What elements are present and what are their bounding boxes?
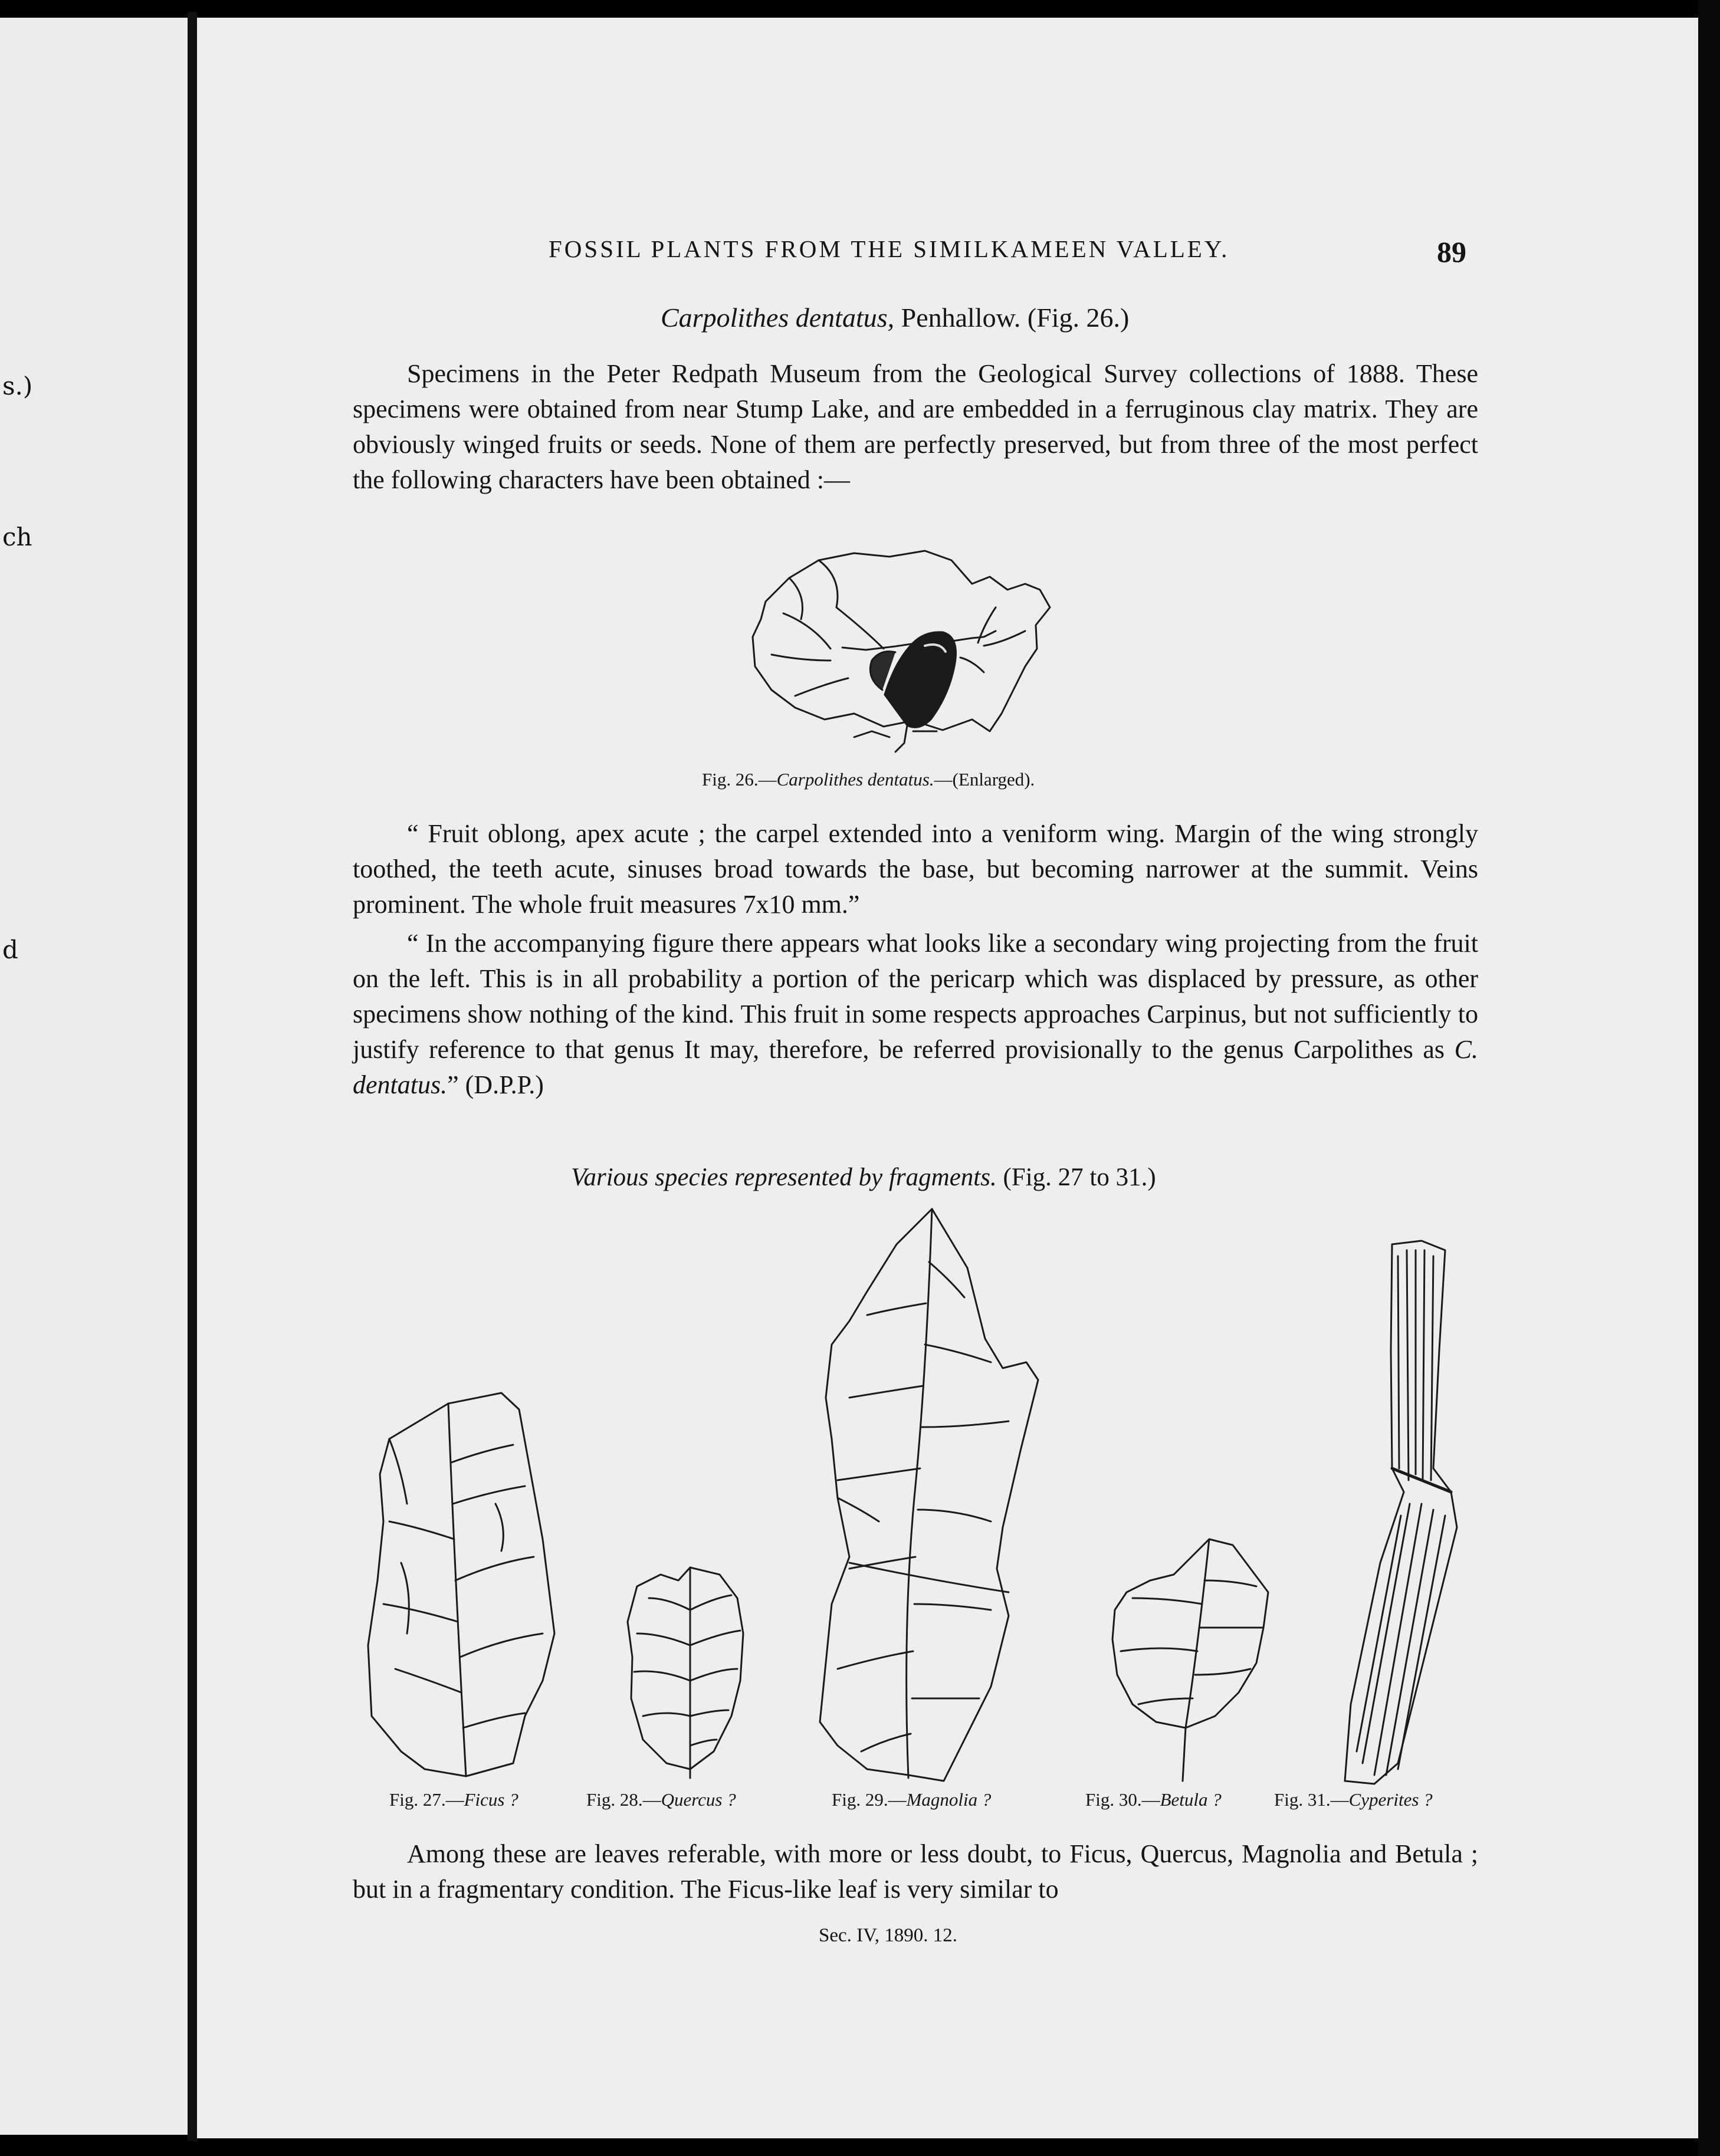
closing-text: Among these are leaves referable, with more or less doubt, to Ficus, Quercus, Magnolia and Betula ; but in a fragmentary condition. The Ficus-like leaf is very similar to bbox=[353, 1839, 1478, 1904]
section2-rest: (Fig. 27 to 31.) bbox=[996, 1164, 1156, 1191]
caption-prefix: Fig. 31.— bbox=[1274, 1789, 1349, 1810]
fig30-betula-leaf bbox=[1109, 1533, 1274, 1787]
signature-mark: Sec. IV, 1890. 12. bbox=[819, 1925, 957, 1946]
fig30-caption bbox=[1085, 1789, 1222, 1810]
caption-species: Magnolia ? bbox=[906, 1789, 992, 1810]
caption-species: Cyperites ? bbox=[1348, 1789, 1433, 1810]
section-title-fragments bbox=[571, 1163, 1156, 1192]
section-title-rest: Penhallow. (Fig. 26.) bbox=[894, 303, 1130, 333]
fig27-caption bbox=[389, 1789, 518, 1810]
paragraph-closing bbox=[353, 1836, 1478, 1907]
fig27-ficus-leaf bbox=[366, 1386, 566, 1787]
caption-prefix: Fig. 28.— bbox=[586, 1789, 661, 1810]
running-head: FOSSIL PLANTS FROM THE SIMILKAMEEN VALLEY. bbox=[549, 235, 1230, 262]
right-dark-edge bbox=[1698, 0, 1720, 2156]
caption-species: Quercus ? bbox=[661, 1789, 736, 1810]
quote2-species: C. dentatus. bbox=[353, 1035, 1478, 1099]
caption-suffix: —(Enlarged). bbox=[934, 769, 1035, 790]
caption-species: Carpolithes dentatus. bbox=[776, 769, 934, 790]
paragraph-text: Specimens in the Peter Redpath Museum from the Geological Survey collections of 1888. These specimens were obtained from near Stump Lake, and are embedded in a ferruginous clay matrix. They are obviously winged fruits or seeds. None of them are perfectly preserved, but from three of the most perfect the following characters have been obtained :— bbox=[353, 359, 1478, 494]
section-title-carpolithes bbox=[661, 302, 1129, 333]
quote-text: “ Fruit oblong, apex acute ; the carpel extended into a veniform wing. Margin of the wing strongly toothed, the teeth acute, sinuses broad towards the base, but becoming narrower at the summit. Veins prominent. The whole fruit measures 7x10 mm.” bbox=[353, 819, 1478, 919]
quote-discussion bbox=[353, 926, 1478, 1103]
fig29-magnolia-leaf bbox=[814, 1203, 1044, 1787]
section2-italic: Various species represented by fragments. bbox=[571, 1164, 997, 1191]
paragraph-specimens bbox=[353, 356, 1478, 498]
quote-text-2 bbox=[353, 926, 1478, 1103]
caption-species: Betula ? bbox=[1160, 1789, 1222, 1810]
caption-prefix: Fig. 27.— bbox=[389, 1789, 464, 1810]
margin-fragment: ch bbox=[2, 522, 32, 551]
margin-fragment: s.) bbox=[2, 372, 33, 400]
left-page-edge bbox=[0, 18, 188, 2135]
fig26-caption bbox=[702, 769, 1035, 790]
page-number: 89 bbox=[1437, 235, 1466, 268]
quote-description bbox=[353, 816, 1478, 922]
quote2-end: ” (D.P.P.) bbox=[447, 1070, 544, 1099]
quote2-main: “ In the accompanying figure there appears what looks like a secondary wing projecting from the fruit on the left. This is in all probability a portion of the pericarp which was displaced by pressure, as other specimens show nothing of the kind. This fruit in some respects approaches Carpinus, but not sufficiently to justify reference to that genus It may, therefore, be referred provisionally to the genus Carpolithes as bbox=[353, 929, 1478, 1064]
caption-prefix: Fig. 29.— bbox=[832, 1789, 907, 1810]
fig28-caption bbox=[586, 1789, 736, 1810]
book-gutter bbox=[188, 12, 197, 2141]
margin-fragment: d bbox=[2, 935, 18, 964]
fig26-carpolithes-drawing bbox=[748, 543, 1084, 755]
species-name: Carpolithes dentatus, bbox=[661, 303, 895, 333]
fig28-quercus-leaf bbox=[625, 1563, 749, 1781]
fig31-cyperites-stem bbox=[1333, 1233, 1469, 1793]
caption-prefix: Fig. 26.— bbox=[702, 769, 777, 790]
fig29-caption bbox=[832, 1789, 991, 1810]
fig31-caption bbox=[1274, 1789, 1433, 1810]
caption-prefix: Fig. 30.— bbox=[1085, 1789, 1160, 1810]
caption-species: Ficus ? bbox=[464, 1789, 518, 1810]
